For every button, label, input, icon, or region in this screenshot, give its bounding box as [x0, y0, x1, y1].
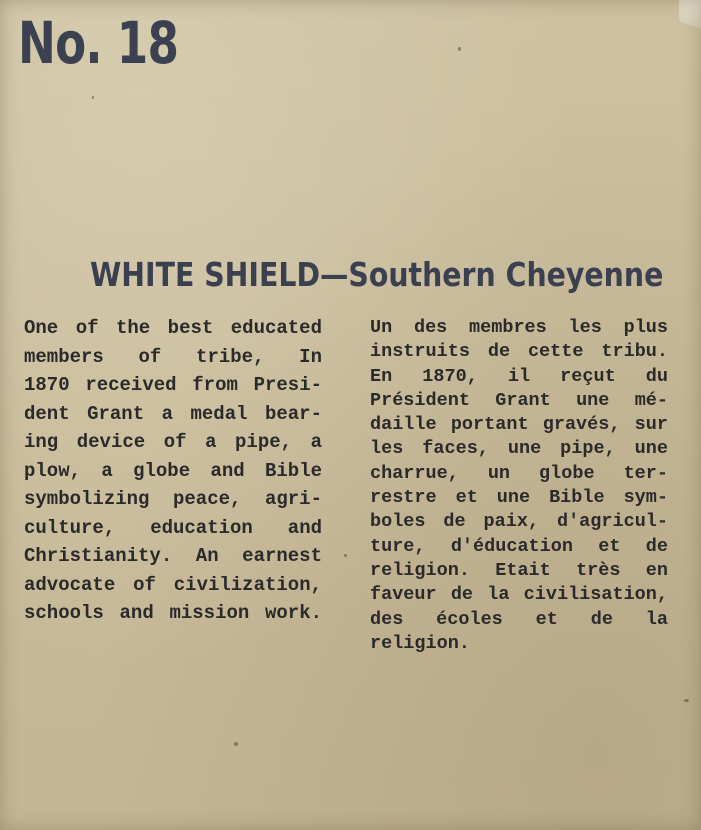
french-line: charrue, un globe ter-: [370, 462, 668, 484]
french-line: religion.: [370, 632, 470, 654]
english-line: ing device of a pipe, a: [24, 431, 322, 453]
french-line: ture, d'éducation et de: [370, 535, 668, 557]
paper-speck: [344, 554, 347, 557]
english-line: Christianity. An earnest: [24, 545, 322, 567]
french-line: En 1870, il reçut du: [370, 365, 668, 387]
card-title: [90, 255, 664, 294]
paper-speck: [458, 47, 461, 51]
french-description: [370, 316, 668, 656]
english-line: schools and mission work.: [24, 602, 322, 624]
french-line: daille portant gravés, sur: [370, 414, 668, 436]
french-line: Président Grant une mé-: [370, 389, 668, 411]
english-line: culture, education and: [24, 516, 322, 539]
french-line: instruits de cette tribu.: [370, 341, 668, 363]
french-line: religion. Etait très en: [370, 559, 668, 581]
card-number: No. 18: [18, 9, 179, 77]
english-line: dent Grant a medal bear-: [24, 402, 322, 425]
french-line: restre et une Bible sym-: [370, 487, 668, 509]
english-line: advocate of civilization,: [24, 573, 322, 596]
paper-speck: [92, 96, 94, 99]
french-line: faveur de la civilisation,: [370, 584, 668, 606]
french-line: des écoles et de la: [370, 608, 668, 630]
french-line: boles de paix, d'agricul-: [370, 511, 668, 533]
french-line: Un des membres les plus: [370, 317, 668, 338]
english-line: plow, a globe and Bible: [24, 459, 322, 482]
english-line: members of tribe, In: [24, 345, 322, 368]
english-line: 1870 received from Presi-: [24, 374, 322, 396]
french-line: les faces, une pipe, une: [370, 438, 668, 460]
corner-fold: [679, 0, 701, 40]
english-description: [24, 314, 322, 628]
paper-speck: [684, 699, 689, 702]
card-title-text: WHITE SHIELD—Southern Cheyenne: [90, 255, 664, 294]
paper-speck: [234, 742, 238, 746]
english-line: One of the best educated: [24, 317, 322, 339]
english-line: symbolizing peace, agri-: [24, 488, 322, 510]
